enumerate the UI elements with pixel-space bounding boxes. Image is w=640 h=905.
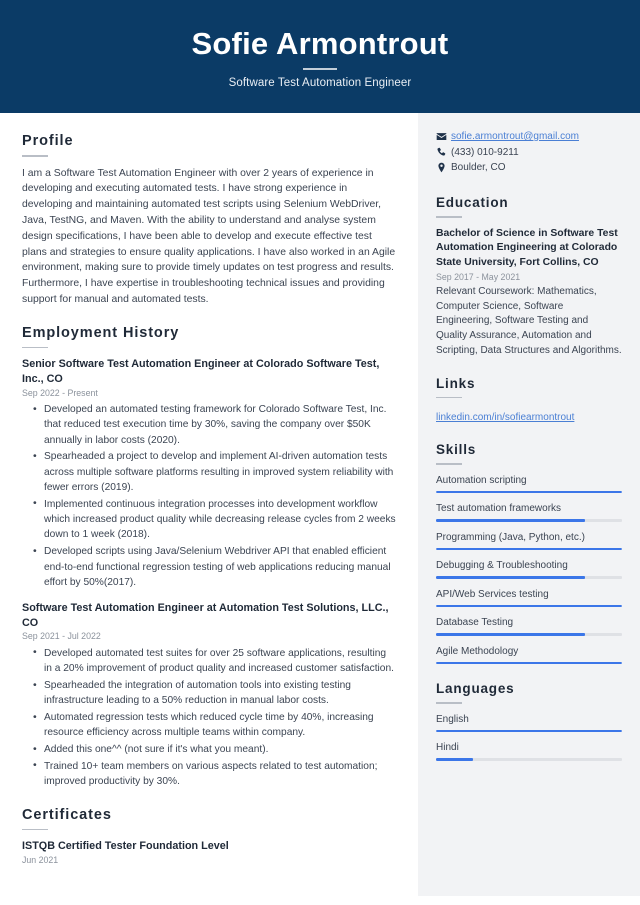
language-bar-fill <box>436 758 473 761</box>
page-footer-band <box>0 896 640 905</box>
job-date: Sep 2021 - Jul 2022 <box>22 631 101 642</box>
candidate-name: Sofie Armontrout <box>191 26 449 62</box>
job-entry <box>22 357 396 590</box>
job-title: Software Test Automation Engineer at Automation Test Solutions, LLC., CO <box>22 602 389 629</box>
profile-text: I am a Software Test Automation Engineer with over 2 years of experience in developing and executing automated tests. I have strong experience in developing and maintaining automated test scripts using Selenium WebDriver, Java, TestNG, and Maven. With the ability to understand and analyse system design specifications, I have been able to develop and execute effective test plans and strategies to ensure quality applications. I have also worked in an Agile environment, making sure to provide timely updates on test progress and results. Furthermore, I have expertise in troubleshooting technical issues and providing support for manual and automated tests. <box>22 167 396 305</box>
skill-label: Debugging & Troubleshooting <box>436 560 568 572</box>
education-section <box>436 195 622 359</box>
profile-heading-rule <box>22 155 48 157</box>
skill-item <box>436 588 622 608</box>
skill-bar-track <box>436 576 622 579</box>
certificates-section <box>22 807 396 867</box>
location-pin-icon <box>436 162 451 173</box>
resume-body <box>0 113 640 896</box>
resume-header <box>0 0 640 113</box>
contact-phone-text: (433) 010-9211 <box>451 146 519 158</box>
job-bullet: • Developed automated test suites for over 25 software applications, resulting in a 20% improvement of product quality and increased customer satisfaction. <box>44 646 396 677</box>
languages-heading: Languages <box>436 681 515 697</box>
employment-heading-rule <box>22 347 48 349</box>
contact-phone-row <box>436 147 622 158</box>
profile-section <box>22 133 396 308</box>
skill-bar-fill <box>436 605 622 608</box>
education-heading: Education <box>436 195 509 210</box>
skill-bar-track <box>436 633 622 636</box>
job-bullet: • Developed an automated testing framework for Colorado Software Test, Inc. that reduced test execution time by 30%, saving the company over $50K annually in labor costs (2020). <box>44 402 396 448</box>
education-description: Relevant Coursework: Mathematics, Computer Science, Software Engineering, Software Testing and Quality Assurance, Automation and Scripting, Data Structures and Algorithms. <box>436 285 622 356</box>
job-bullet: • Trained 10+ team members on various aspects related to test automation; improved productivity by 30%. <box>44 759 396 790</box>
skill-label: Automation scripting <box>436 474 527 486</box>
contact-location-row <box>436 162 622 173</box>
employment-heading: Employment History <box>22 324 180 341</box>
education-entry <box>436 227 622 359</box>
education-heading-rule <box>436 216 462 218</box>
links-heading-rule <box>436 397 462 399</box>
language-label: Hindi <box>436 742 459 754</box>
skill-item <box>436 502 622 522</box>
contact-block <box>436 131 622 173</box>
skill-bar-fill <box>436 576 585 579</box>
job-bullet: • Added this one^^ (not sure if it's what you meant). <box>44 742 396 757</box>
job-bullet-list <box>22 402 396 590</box>
job-bullet: • Automated regression tests which reduced cycle time by 40%, increasing resource efficiency across multiple teams within company. <box>44 710 396 741</box>
skill-bar-fill <box>436 491 622 494</box>
skill-bar-fill <box>436 548 622 551</box>
skill-bar-track <box>436 548 622 551</box>
education-date: Sep 2017 - May 2021 <box>436 271 521 282</box>
job-bullet: • Spearheaded the integration of automation tools into existing testing infrastructure leading to a 50% reduction in manual labor costs. <box>44 678 396 709</box>
certificate-date: Jun 2021 <box>22 854 59 865</box>
skills-heading-rule <box>436 463 462 465</box>
job-title: Senior Software Test Automation Engineer at Colorado Software Test, Inc., CO <box>22 358 380 385</box>
language-bar-track <box>436 758 622 761</box>
language-label: English <box>436 713 469 725</box>
skill-bar-track <box>436 491 622 494</box>
employment-section <box>22 325 396 790</box>
certificates-heading: Certificates <box>22 806 112 823</box>
header-divider <box>303 68 337 70</box>
links-section <box>436 376 622 426</box>
contact-email-link[interactable]: sofie.armontrout@gmail.com <box>451 131 579 142</box>
job-bullet: • Implemented continuous integration processes into development workflow which increased product quality while decreasing release cycles from 2 weeks down to 1 week (2018). <box>44 497 396 543</box>
job-bullet: • Developed scripts using Java/Selenium Webdriver API that enabled efficient end-to-end functional regression testing of web applications reducing manual effort by 50%(2017). <box>44 544 396 590</box>
linkedin-link[interactable]: linkedin.com/in/sofiearmontrout <box>436 412 575 424</box>
skill-item <box>436 531 622 551</box>
main-column <box>0 113 418 896</box>
skills-section <box>436 442 622 664</box>
candidate-job-title: Software Test Automation Engineer <box>228 76 412 89</box>
skill-item <box>436 645 622 665</box>
skill-bar-fill <box>436 519 585 522</box>
skills-heading: Skills <box>436 442 477 458</box>
certificate-entry <box>22 839 396 866</box>
language-item <box>436 713 622 733</box>
links-heading: Links <box>436 375 476 391</box>
languages-section <box>436 681 622 761</box>
skill-bar-fill <box>436 633 585 636</box>
skill-label: Programming (Java, Python, etc.) <box>436 531 585 543</box>
skill-bar-track <box>436 605 622 608</box>
language-bar-track <box>436 730 622 733</box>
contact-email-row <box>436 131 622 142</box>
phone-icon <box>436 147 451 158</box>
job-date: Sep 2022 - Present <box>22 387 98 398</box>
skill-item <box>436 616 622 636</box>
job-bullet: • Spearheaded a project to develop and implement AI-driven automation tests across multiple software platforms resulting in improved system reliability with fewer errors (2019). <box>44 449 396 495</box>
skill-item <box>436 474 622 494</box>
language-bar-fill <box>436 730 622 733</box>
skill-item <box>436 559 622 579</box>
job-bullet-list <box>22 646 396 790</box>
education-title: Bachelor of Science in Software Test Automation Engineering at Colorado State University, Fort Collins, CO <box>436 227 618 269</box>
profile-heading: Profile <box>22 133 74 149</box>
certificate-title: ISTQB Certified Tester Foundation Level <box>22 840 229 853</box>
contact-location-text: Boulder, CO <box>451 162 506 173</box>
skill-label: Database Testing <box>436 617 514 629</box>
envelope-icon <box>436 131 451 142</box>
job-entry <box>22 601 396 789</box>
skill-bar-fill <box>436 662 622 665</box>
skill-label: Agile Methodology <box>436 645 519 657</box>
skill-bar-track <box>436 662 622 665</box>
certificates-heading-rule <box>22 829 48 831</box>
skill-label: Test automation frameworks <box>436 503 562 515</box>
language-item <box>436 741 622 761</box>
sidebar-column <box>418 113 640 896</box>
skill-label: API/Web Services testing <box>436 588 549 600</box>
skill-bar-track <box>436 519 622 522</box>
languages-heading-rule <box>436 702 462 704</box>
